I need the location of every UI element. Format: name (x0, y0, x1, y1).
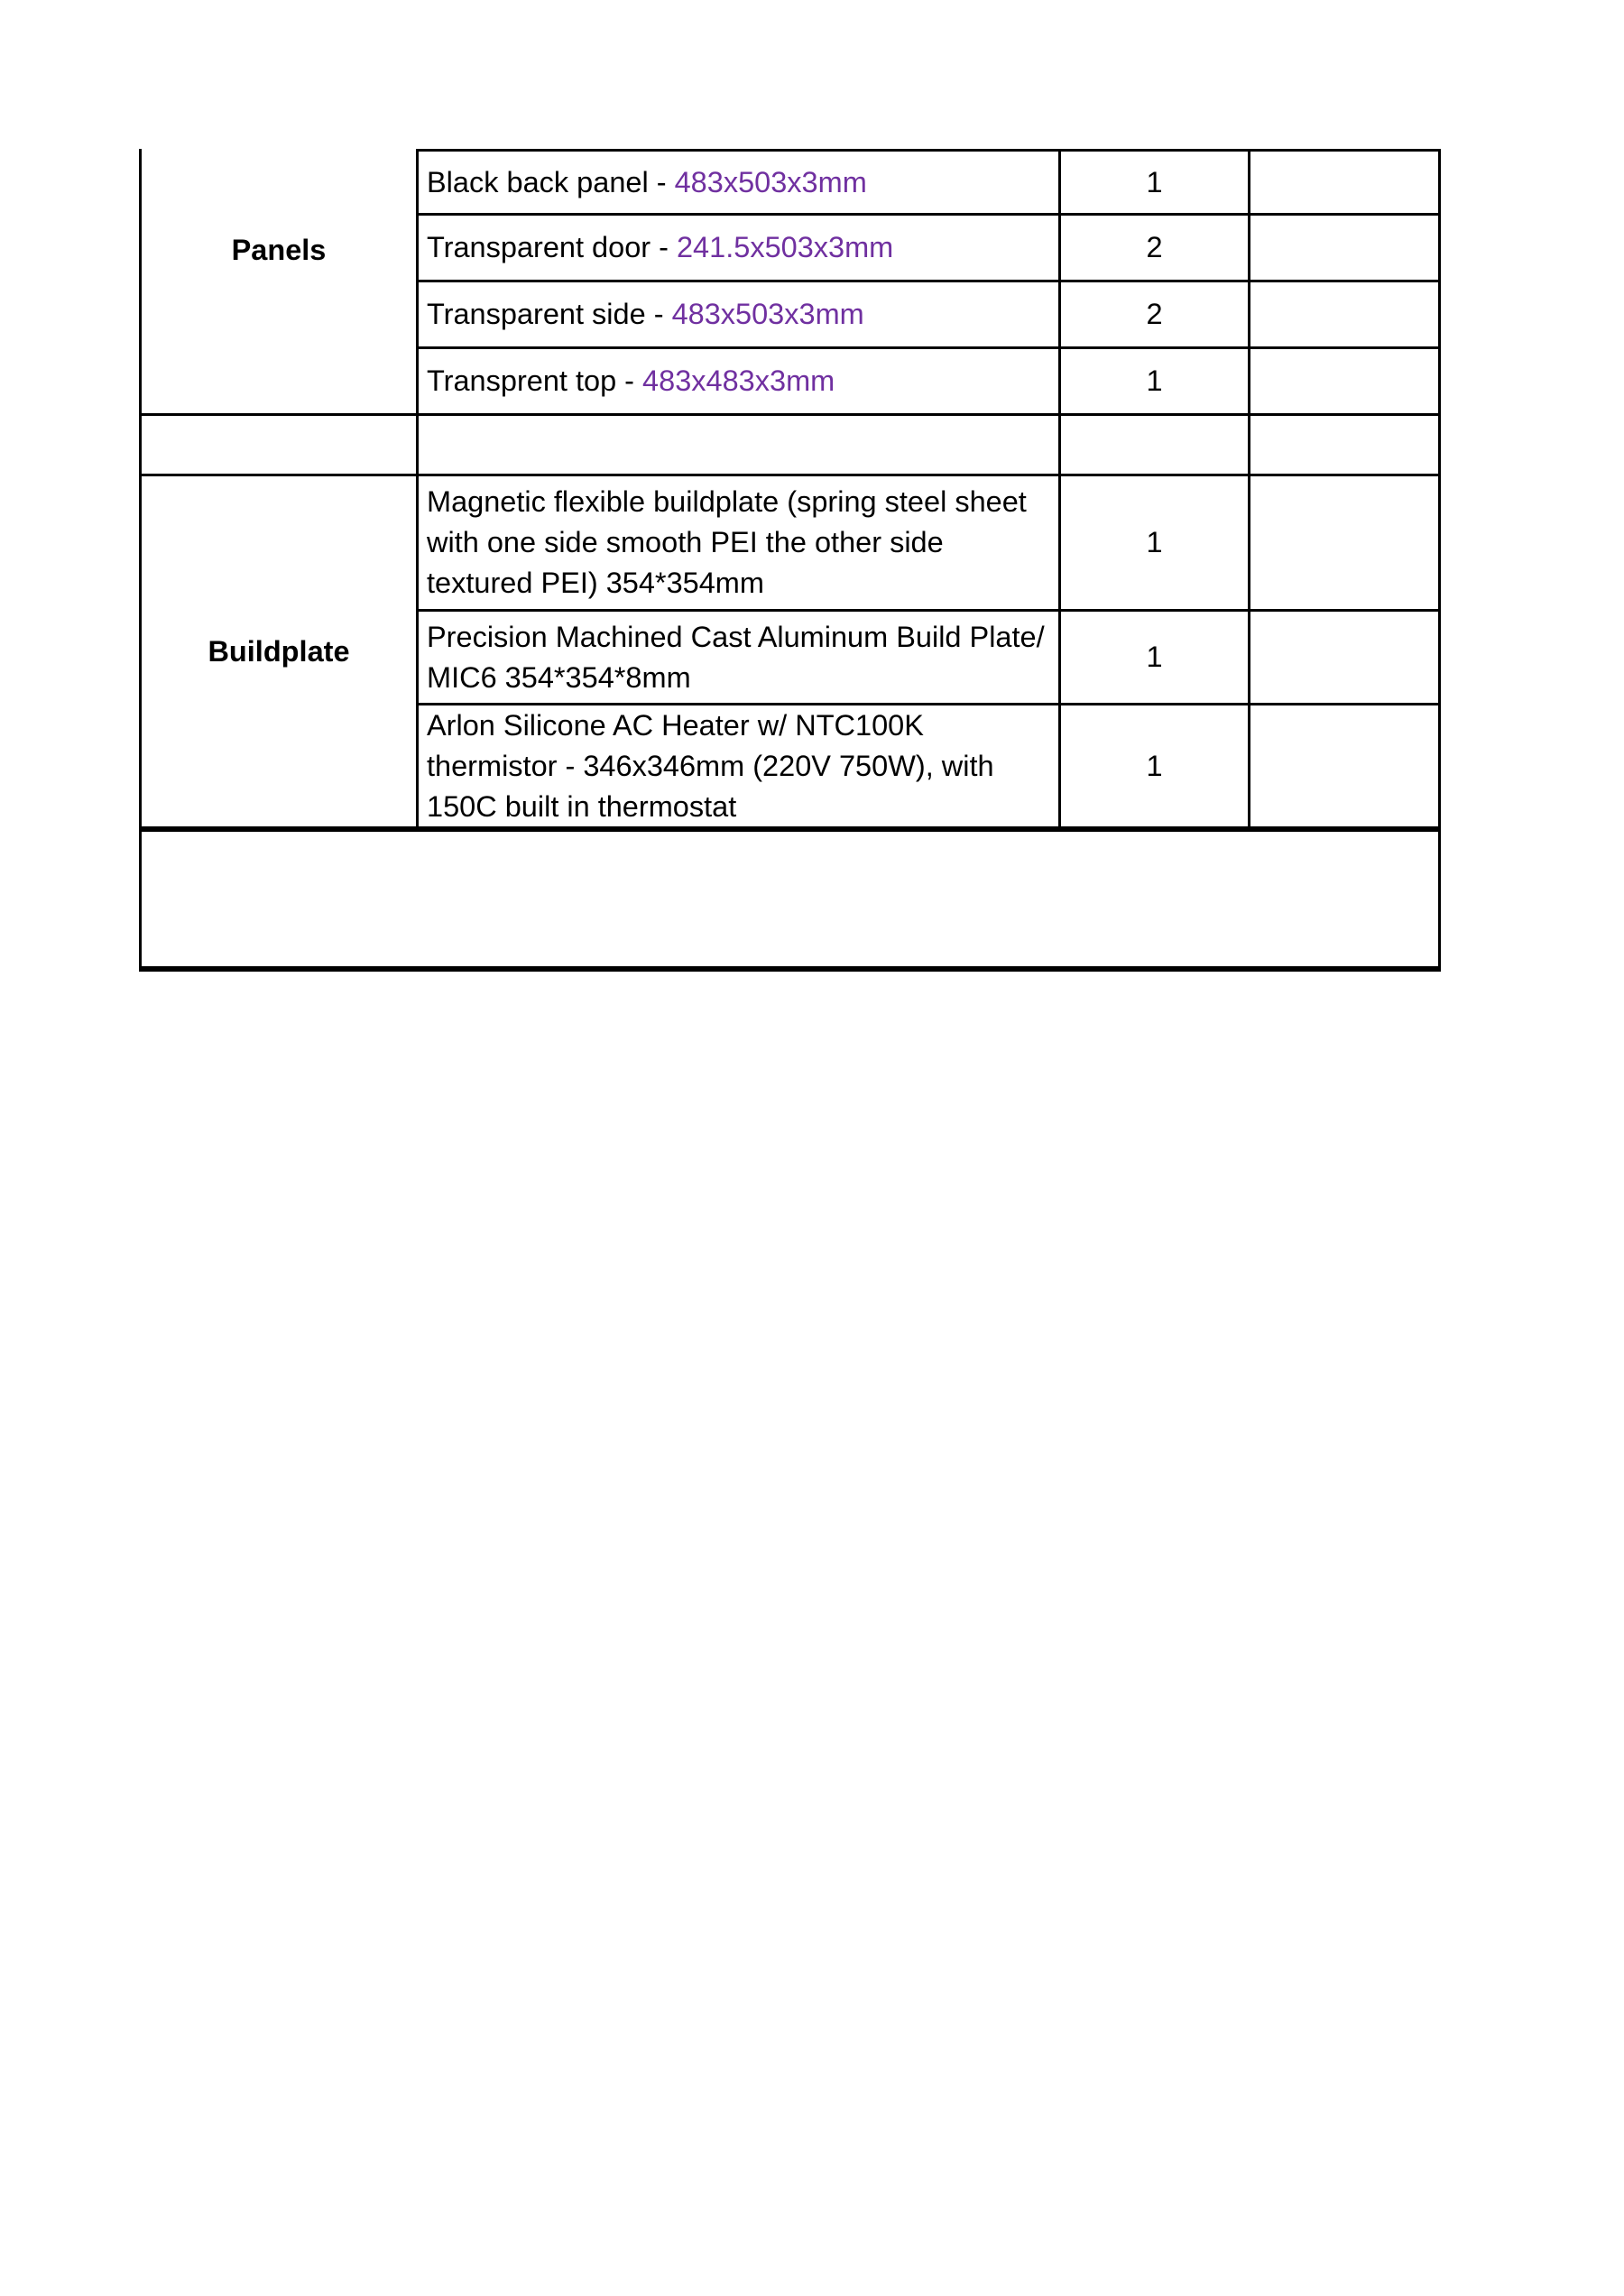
item-description-cell (419, 282, 1061, 349)
item-description-cell (419, 349, 1061, 416)
item-dimension-text: 483x483x3mm (642, 364, 835, 397)
notes-cell (1250, 216, 1441, 282)
panels-section-label: Panels (231, 234, 327, 266)
item-description-cell (419, 216, 1061, 282)
notes-cell (1250, 705, 1441, 832)
item-qty: 1 (1146, 641, 1163, 673)
spacer-cell (1250, 416, 1441, 476)
item-qty-cell (1061, 349, 1250, 416)
item-qty-cell (1061, 705, 1250, 832)
panels-section-cell (142, 149, 419, 416)
item-name (427, 227, 893, 268)
notes-cell (1250, 149, 1441, 216)
item-dimension-text: 241.5x503x3mm (676, 231, 894, 263)
notes-cell (1250, 476, 1441, 612)
notes-cell (1250, 349, 1441, 416)
item-dimension-text: 483x503x3mm (674, 165, 867, 198)
buildplate-section-cell (142, 476, 419, 832)
item-qty: 1 (1146, 749, 1163, 782)
item-name-text: Transparent door - (427, 231, 677, 263)
item-qty-cell (1061, 282, 1250, 349)
item-description-cell (419, 705, 1061, 832)
bom-table (139, 149, 1441, 972)
item-name-text: Transparent side - (427, 298, 672, 330)
spacer-cell (142, 416, 419, 476)
notes-cell (1250, 282, 1441, 349)
item-qty: 1 (1146, 364, 1163, 397)
notes-cell (1250, 612, 1441, 705)
spacer-cell (419, 416, 1061, 476)
bottom-empty-row (142, 832, 1441, 972)
buildplate-section-label: Buildplate (208, 634, 350, 668)
item-description-cell (419, 149, 1061, 216)
item-name (427, 162, 867, 203)
item-name-text: Black back panel - (427, 165, 675, 198)
item-qty-cell (1061, 612, 1250, 705)
item-qty-cell (1061, 476, 1250, 612)
item-dimension-text: 483x503x3mm (671, 298, 864, 330)
item-name: Precision Machined Cast Aluminum Build Plate/ MIC6 354*354*8mm (427, 620, 1045, 694)
item-qty: 1 (1146, 526, 1163, 558)
spacer-cell (1061, 416, 1250, 476)
item-name-text: Transprent top - (427, 364, 643, 397)
item-name (427, 294, 864, 335)
item-qty: 2 (1146, 231, 1163, 263)
item-name (427, 361, 835, 401)
item-description-cell (419, 612, 1061, 705)
item-description-cell (419, 476, 1061, 612)
item-name: Magnetic flexible buildplate (spring steel sheet with one side smooth PEI the other side textured PEI) 354*354mm (427, 485, 1027, 599)
item-qty-cell (1061, 216, 1250, 282)
item-qty-cell (1061, 149, 1250, 216)
item-qty: 2 (1146, 298, 1163, 330)
item-name: Arlon Silicone AC Heater w/ NTC100K thermistor - 346x346mm (220V 750W), with 150C built in thermostat (427, 708, 994, 823)
item-qty: 1 (1146, 165, 1163, 198)
